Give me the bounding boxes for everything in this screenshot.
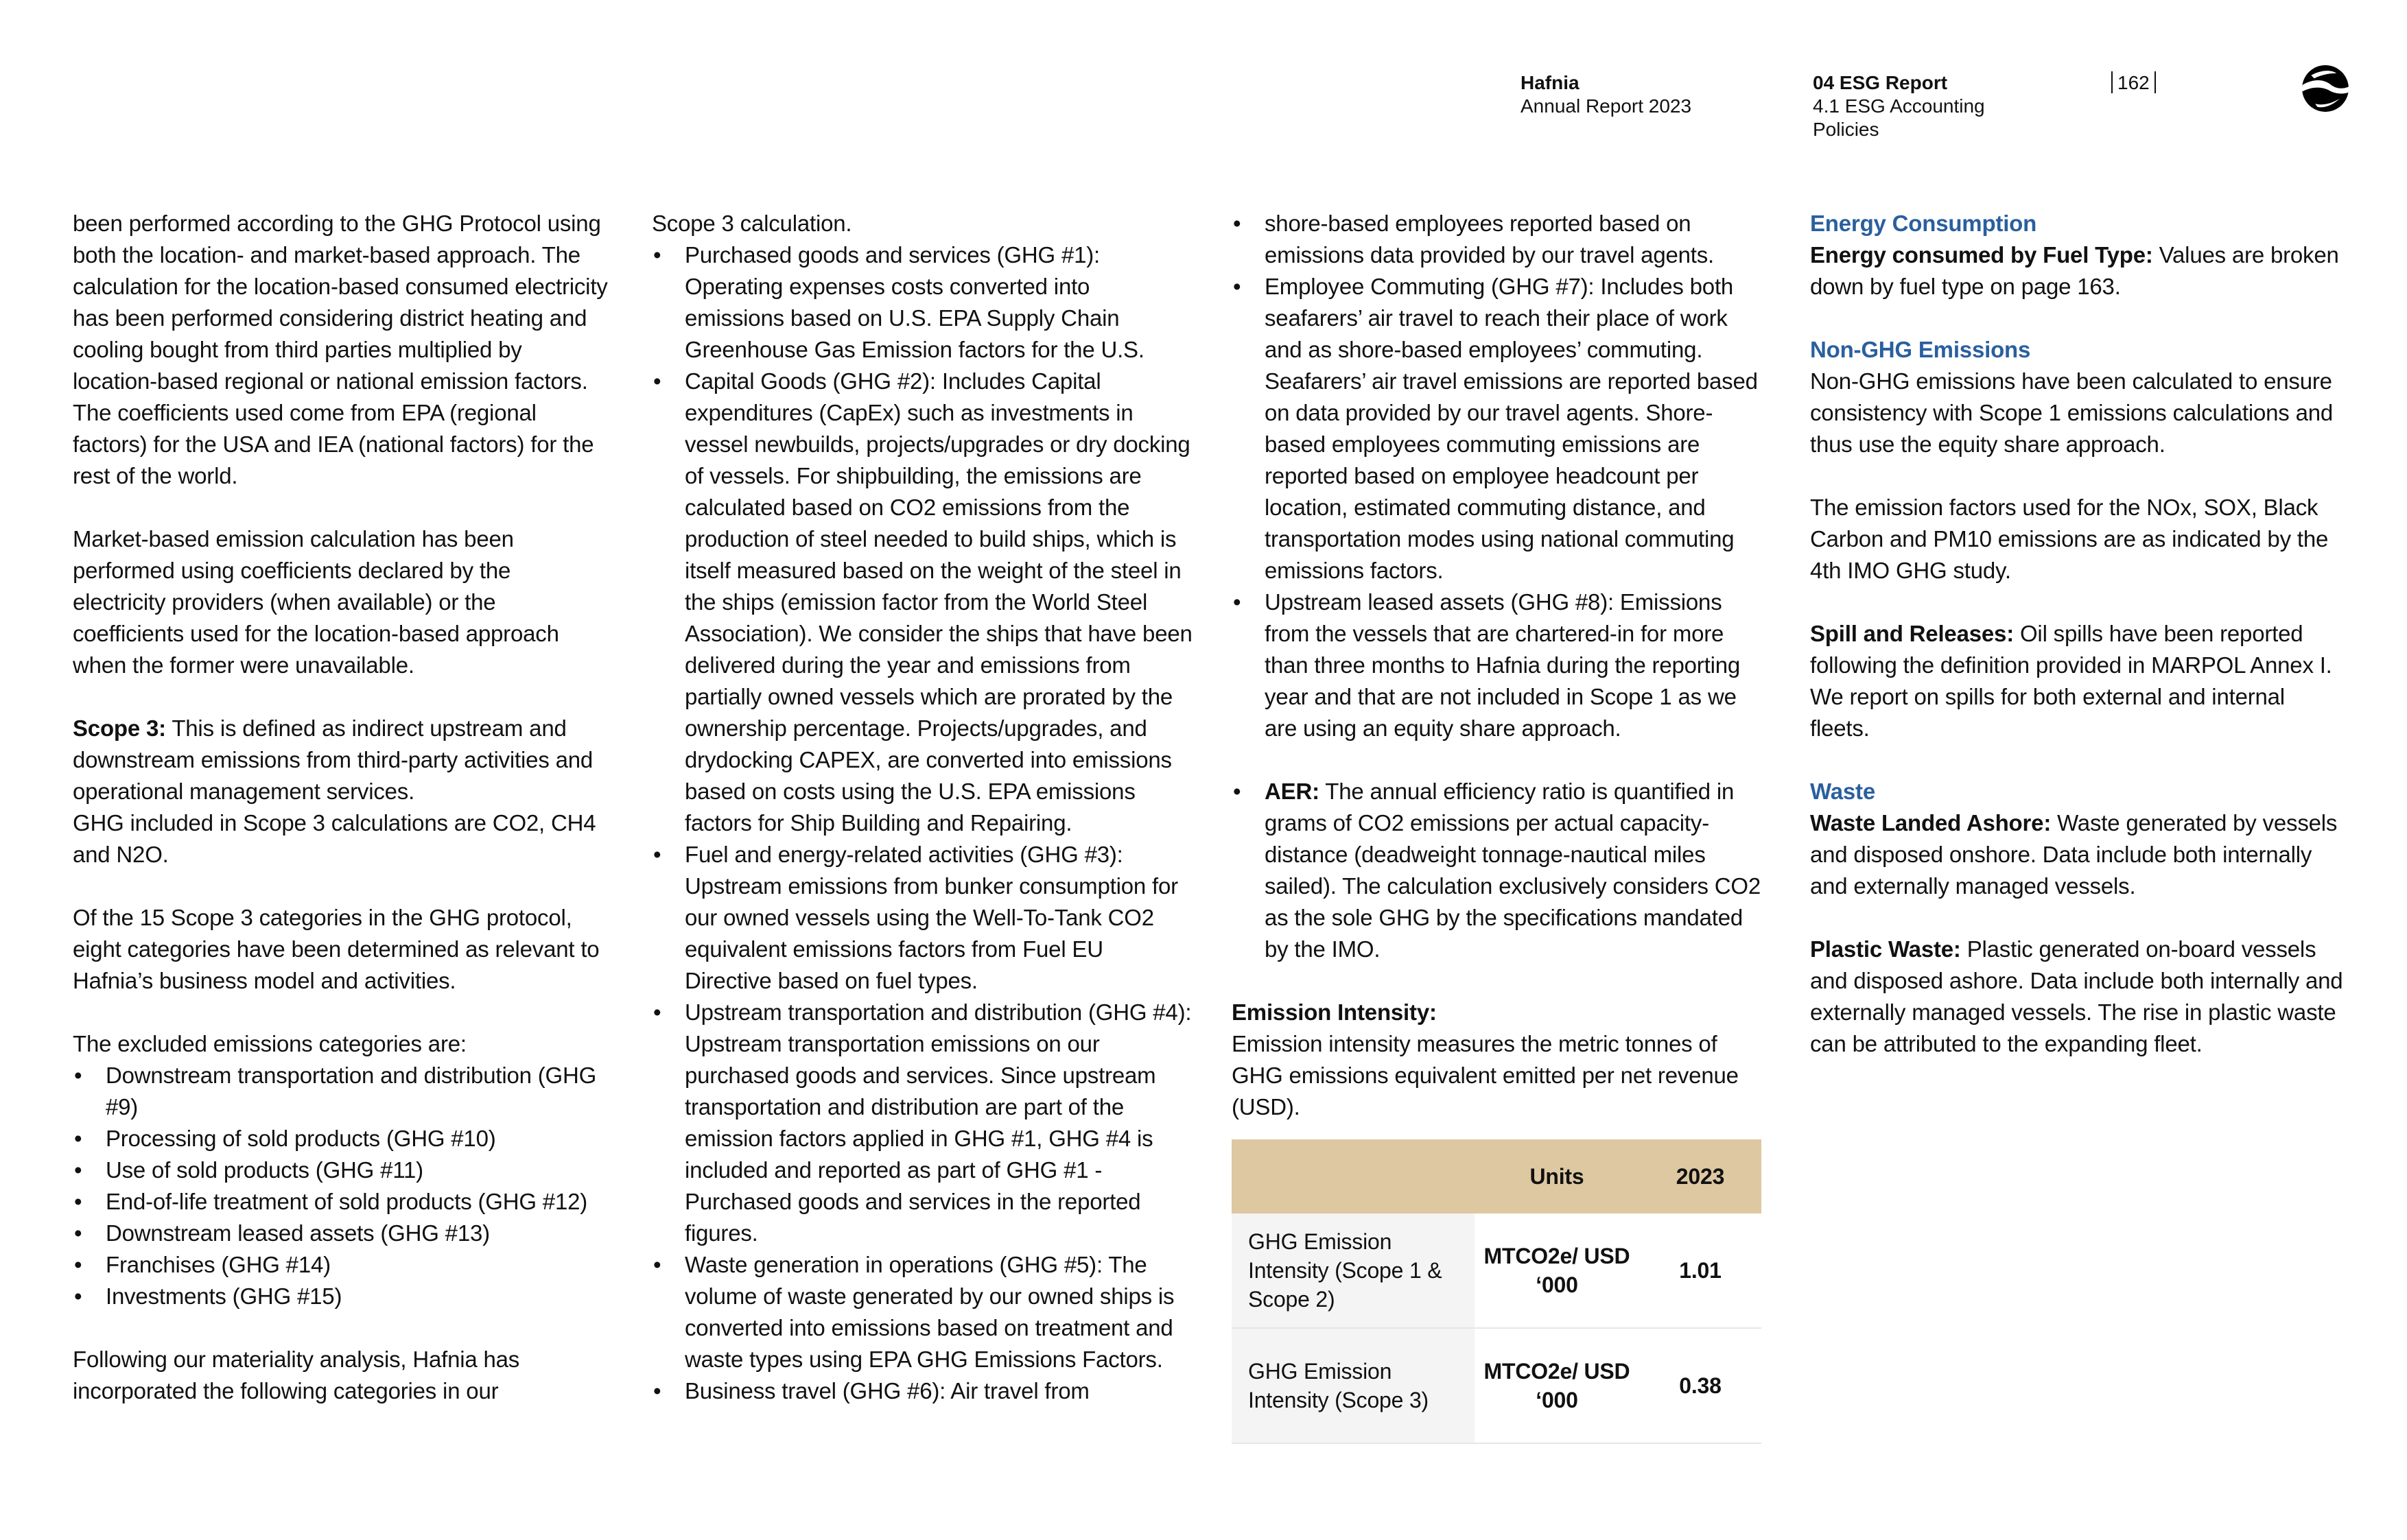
scope3-categories-paragraph: Of the 15 Scope 3 categories in the GHG protocol, eight categories have been determined as relevant to Hafnia’s business model and activities.	[73, 905, 600, 993]
scope3-text: This is defined as indirect upstream and downstream emissions from third-party activities and operational management services.	[73, 715, 594, 804]
plastic-waste-text: Plastic generated on-board vessels and disposed ashore. Data include both internally and externally managed vessels. The rise in plastic waste can be attributed to the expanding fleet.	[1810, 936, 2343, 1056]
emission-intensity-text: Emission intensity measures the metric tonnes of GHG emissions equivalent emitted per net revenue (USD).	[1232, 1031, 1739, 1120]
subsection-title-line2: Policies	[1813, 119, 1879, 140]
list-item: • Downstream transportation and distribution (GHG #9)	[73, 1060, 608, 1123]
row-label: GHG Emission Intensity (Scope 3)	[1232, 1328, 1475, 1443]
company-name: Hafnia	[1520, 72, 1580, 93]
plastic-waste-label: Plastic Waste:	[1810, 936, 1961, 962]
report-title: Annual Report 2023	[1520, 95, 1692, 117]
section-title: 04 ESG Report	[1813, 72, 1948, 93]
list-item: • Processing of sold products (GHG #10)	[73, 1123, 608, 1154]
page-number-divider-right	[2154, 71, 2156, 93]
waste-landed-paragraph	[1810, 807, 2345, 902]
list-item: • Downstream leased assets (GHG #13)	[73, 1218, 608, 1249]
energy-label: Energy consumed by Fuel Type:	[1810, 242, 2153, 268]
emission-intensity-table	[1232, 1139, 1761, 1444]
non-ghg-paragraph-2: The emission factors used for the NOx, SOX, Black Carbon and PM10 emissions are as indicated by the 4th IMO GHG study.	[1810, 495, 2329, 583]
table-header-blank	[1232, 1139, 1475, 1213]
excluded-intro: The excluded emissions categories are:	[73, 1031, 467, 1056]
list-item-continuation	[1232, 208, 1767, 271]
row-value: 1.01	[1639, 1213, 1761, 1328]
column-3	[1232, 208, 1767, 1444]
list-item: • Business travel (GHG #6): Air travel from	[652, 1375, 1194, 1407]
location-based-paragraph: been performed according to the GHG Protocol using both the location- and market-based approach. The calculation for the location-based consumed electricity has been performed considering district heating and cooling bought from third parties multiplied by location-based regional or national emission factors. The coefficients used come from EPA (regional factors) for the USA and IEA (national factors) for the rest of the world.	[73, 211, 608, 488]
energy-by-fuel-paragraph	[1810, 239, 2345, 303]
waste-landed-text: Waste generated by vessels and disposed onshore. Data include both internally and externally managed vessels.	[1810, 810, 2338, 899]
aer-list	[1232, 776, 1767, 965]
non-ghg-paragraph-1: Non-GHG emissions have been calculated to ensure consistency with Scope 1 emissions calculations and thus use the equity share approach.	[1810, 368, 2334, 457]
materiality-paragraph: Following our materiality analysis, Hafnia has incorporated the following categories in our	[73, 1347, 520, 1403]
spill-label: Spill and Releases:	[1810, 621, 2014, 646]
non-ghg-heading: Non-GHG Emissions	[1810, 337, 2031, 362]
list-item: • Waste generation in operations (GHG #5): The volume of waste generated by our owned ships is converted into emissions based on treatment and waste types using EPA GHG Emissions Factors.	[652, 1249, 1194, 1375]
list-item: • Upstream leased assets (GHG #8): Emissions from the vessels that are chartered-in for more than three months to Hafnia during the reporting year and that are not included in Scope 1 as we are using an equity share approach.	[1232, 587, 1767, 744]
list-item: • Investments (GHG #15)	[73, 1281, 608, 1312]
waste-heading: Waste	[1810, 779, 1875, 804]
column-1	[73, 208, 608, 1407]
row-units: MTCO2e/ USD ‘000	[1475, 1213, 1639, 1328]
excluded-categories-list	[73, 1060, 608, 1312]
energy-text: Values are broken down by fuel type on page 163.	[1810, 242, 2339, 299]
included-categories-list	[652, 239, 1194, 1407]
scope3-calc-lead: Scope 3 calculation.	[652, 211, 852, 236]
column-2	[652, 208, 1194, 1407]
row-units: MTCO2e/ USD ‘000	[1475, 1328, 1639, 1443]
list-item: • Use of sold products (GHG #11)	[73, 1154, 608, 1186]
business-travel-continuation: shore-based employees reported based on emissions data provided by our travel agents.	[1265, 211, 1715, 268]
hafnia-logo-icon	[2300, 63, 2351, 114]
waste-landed-label: Waste Landed Ashore:	[1810, 810, 2052, 836]
aer-item	[1232, 776, 1767, 965]
plastic-waste-paragraph	[1810, 934, 2345, 1060]
list-item: • End-of-life treatment of sold products (GHG #12)	[73, 1186, 608, 1218]
list-item: • Franchises (GHG #14)	[73, 1249, 608, 1281]
list-item: • Upstream transportation and distribution (GHG #4): Upstream transportation emissions on our purchased goods and services. Since upstream transportation and distribution are part of the emission factors applied in GHG #1, GHG #4 is included and reported as part of GHG #1 - Purchased goods and services in the reported figures.	[652, 997, 1194, 1249]
row-value: 0.38	[1639, 1328, 1761, 1443]
table-header-row	[1232, 1139, 1761, 1213]
column-4	[1810, 208, 2345, 1060]
header-section-block	[1813, 71, 1985, 141]
scope3-definition	[73, 713, 608, 807]
included-categories-list-continued	[1232, 208, 1767, 744]
header-company-block	[1520, 71, 1691, 118]
table-row	[1232, 1213, 1761, 1328]
page-number	[2111, 71, 2156, 95]
scope3-label: Scope 3:	[73, 715, 166, 741]
list-item: • Purchased goods and services (GHG #1): Operating expenses costs converted into emissions based on U.S. EPA Supply Chain Greenhouse Gas Emission factors for the U.S.	[652, 239, 1194, 366]
emission-intensity-heading: Emission Intensity:	[1232, 999, 1437, 1025]
list-item: • Capital Goods (GHG #2): Includes Capital expenditures (CapEx) such as investments in vessel newbuilds, projects/upgrades or dry docking of vessels. For shipbuilding, the emissions are calculated based on CO2 emissions from the production of steel needed to build ships, which is itself measured based on the weight of the steel in the ships (emission factor from the World Steel Association). We consider the ships that have been delivered during the year and emissions from partially owned vessels which are prorated by the ownership percentage. Projects/upgrades, and drydocking CAPEX, are converted into emissions based on costs using the U.S. EPA emissions factors for Ship Building and Repairing.	[652, 366, 1194, 839]
table-header-year: 2023	[1639, 1139, 1761, 1213]
spill-text: Oil spills have been reported following the definition provided in MARPOL Annex I. We report on spills for both external and internal fleets.	[1810, 621, 2332, 741]
page-number-value: 162	[2117, 72, 2150, 93]
table-header-units: Units	[1475, 1139, 1639, 1213]
spill-paragraph	[1810, 618, 2345, 744]
market-based-paragraph: Market-based emission calculation has been performed using coefficients declared by the electricity providers (when available) or the coefficients used for the location-based approach when the former were unavailable.	[73, 526, 559, 678]
energy-consumption-heading: Energy Consumption	[1810, 211, 2037, 236]
list-item: • Employee Commuting (GHG #7): Includes both seafarers’ air travel to reach their place of work and as shore-based employees’ commuting. Seafarers’ air travel emissions are reported based on data provided by our travel agents. Shore-based employees commuting emissions are reported based on employee headcount per location, estimated commuting distance, and transportation modes using national commuting emissions factors.	[1232, 271, 1767, 587]
aer-text: The annual efficiency ratio is quantified in grams of CO2 emissions per actual capacity-distance (deadweight tonnage-nautical miles sailed). The calculation exclusively considers CO2 as the sole GHG by the specifications mandated by the IMO.	[1265, 779, 1761, 962]
aer-label: AER:	[1265, 779, 1319, 804]
row-label: GHG Emission Intensity (Scope 1 & Scope 2)	[1232, 1213, 1475, 1328]
subsection-title-line1: 4.1 ESG Accounting	[1813, 95, 1985, 117]
scope3-gases: GHG included in Scope 3 calculations are CO2, CH4 and N2O.	[73, 810, 596, 867]
table-row	[1232, 1328, 1761, 1443]
list-item: • Fuel and energy-related activities (GHG #3): Upstream emissions from bunker consumption for our owned vessels using the Well-To-Tank CO2 equivalent emissions factors from Fuel EU Directive based on fuel types.	[652, 839, 1194, 997]
